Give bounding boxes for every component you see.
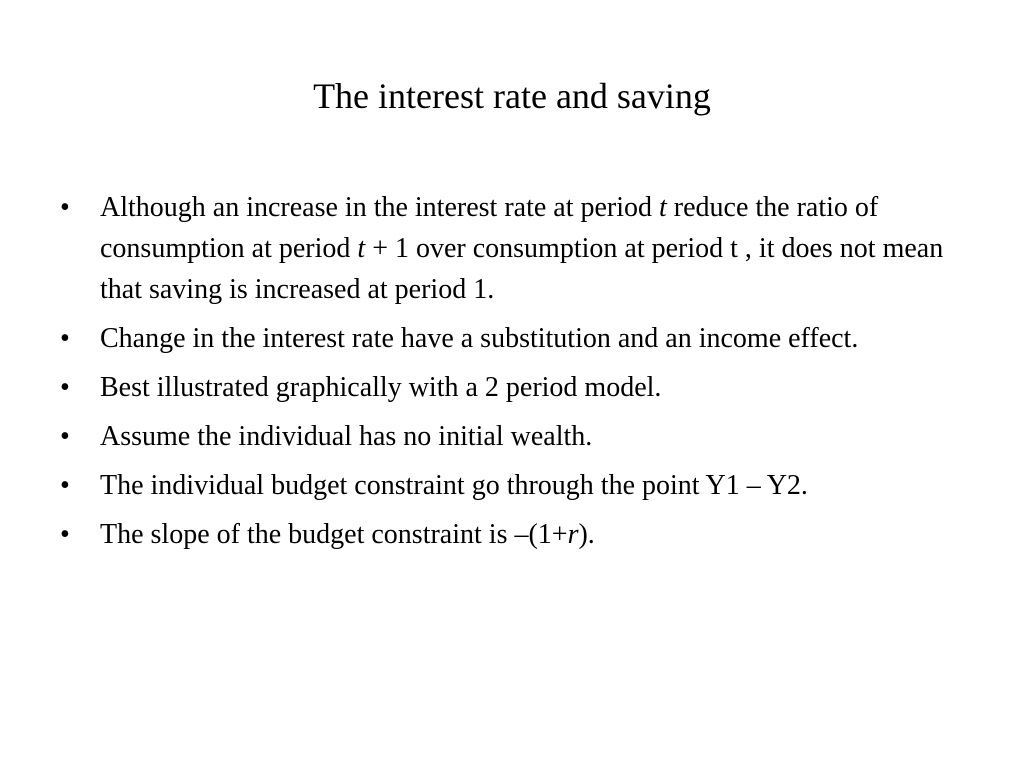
bullet-item xyxy=(60,318,960,359)
bullet-text: The individual budget constraint go through the point Y1 – Y2. xyxy=(100,470,808,501)
bullet-item xyxy=(60,465,960,506)
bullet-icon: • xyxy=(60,323,70,354)
italic-variable: t xyxy=(357,233,366,264)
italic-variable: r xyxy=(567,519,579,550)
bullet-item xyxy=(60,514,960,555)
bullet-icon: • xyxy=(60,421,70,452)
bullet-item xyxy=(60,367,960,408)
bullet-icon: • xyxy=(60,372,70,403)
bullet-text: Assume the individual has no initial wealth. xyxy=(100,421,593,452)
bullet-item xyxy=(60,187,960,310)
text-run: The slope of the budget constraint is –(1+ xyxy=(100,519,568,550)
text-run: reduce the ratio of consumption at period xyxy=(100,192,879,264)
bullet-item xyxy=(60,416,960,457)
bullet-icon: • xyxy=(60,470,70,501)
bullet-text xyxy=(100,187,960,310)
slide-title: The interest rate and saving xyxy=(313,76,711,116)
text-run: ). xyxy=(578,519,595,550)
bullet-icon: • xyxy=(60,192,70,223)
bullet-text xyxy=(100,514,960,555)
italic-variable: t xyxy=(659,192,667,223)
bullet-list xyxy=(60,187,960,563)
bullet-text: Best illustrated graphically with a 2 period model. xyxy=(100,372,662,403)
bullet-icon: • xyxy=(60,519,70,550)
bullet-text: Change in the interest rate have a substitution and an income effect. xyxy=(100,323,859,354)
text-run: + 1 over consumption at period t , it does not mean that saving is increased at period 1. xyxy=(100,233,944,305)
text-run: Although an increase in the interest rate at period xyxy=(100,192,660,223)
